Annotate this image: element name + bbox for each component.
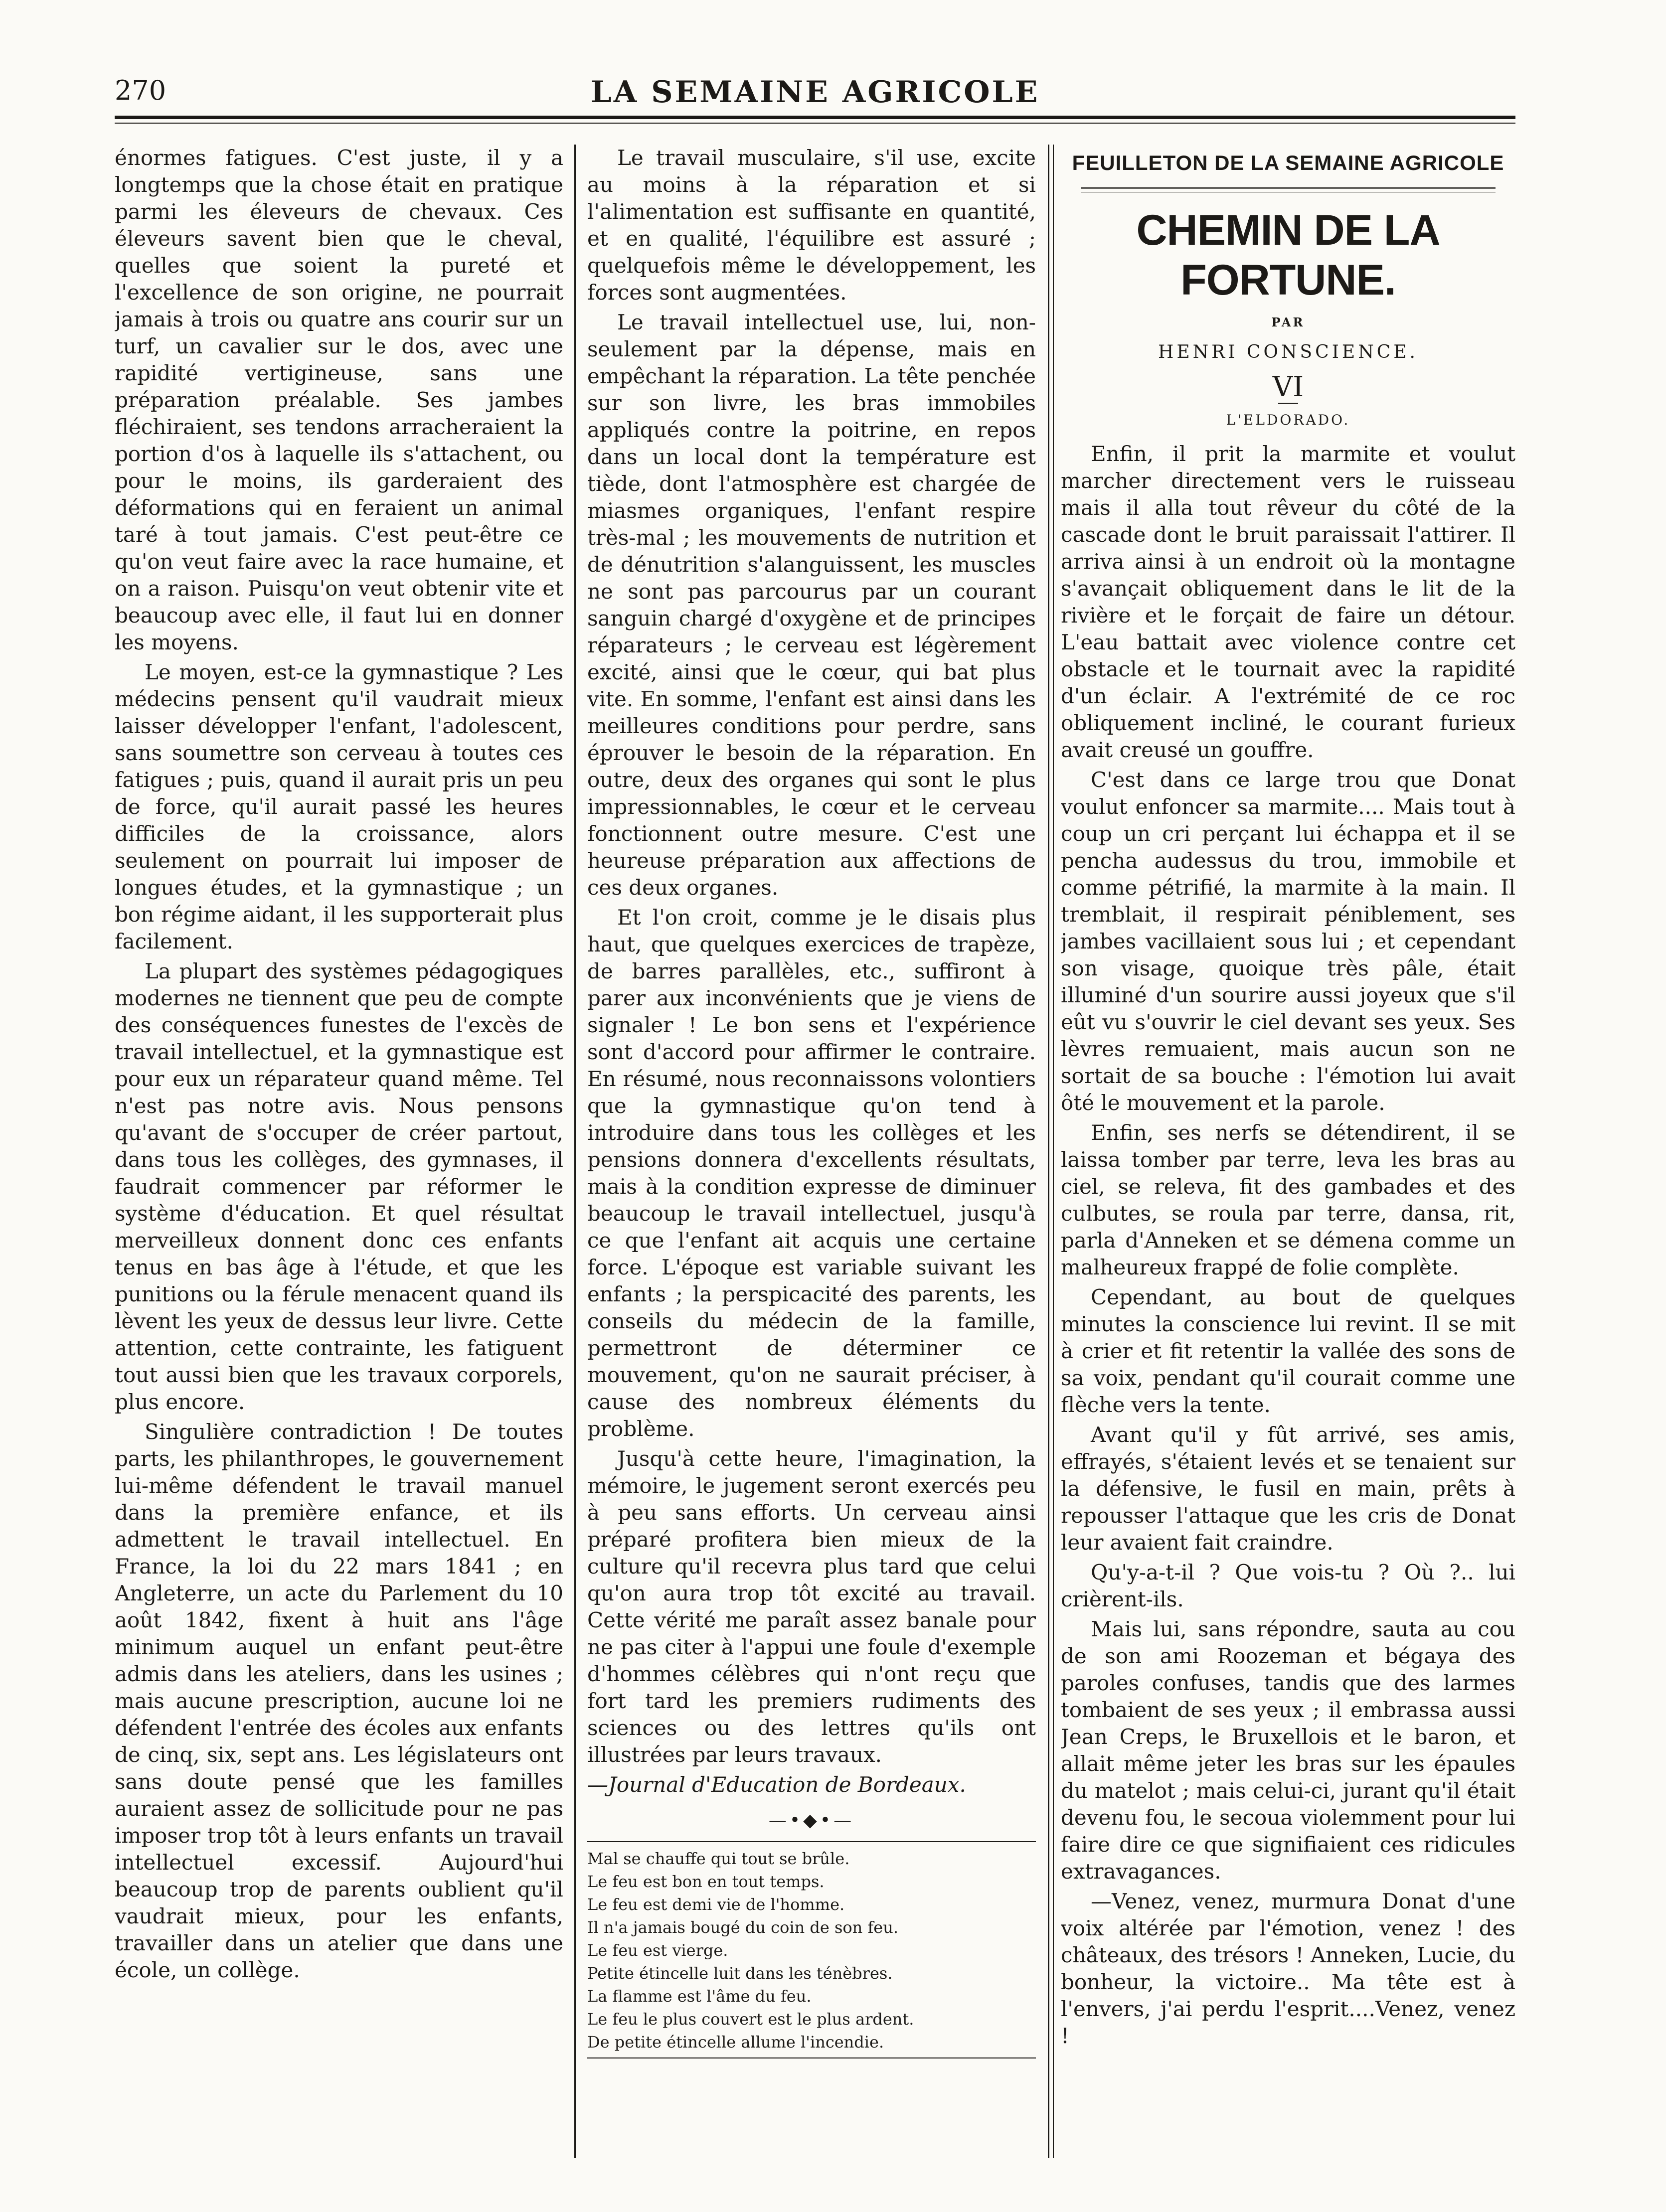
story-paragraph: Cependant, au bout de quelques minutes la conscience lui revint. Il se mit à crier et fit retentir la vallée des sons de sa voix, pendant qu'il courait comme une flèche vers la tente. bbox=[1061, 1285, 1515, 1417]
story-author: HENRI CONSCIENCE. bbox=[1158, 342, 1418, 362]
proverb-line: Mal se chauffe qui tout se brûle. bbox=[587, 1849, 850, 1868]
story-paragraph: Enfin, il prit la marmite et voulut marcher directement vers le ruisseau mais il alla tout rêveur du côté de la cascade dont le bruit paraissait l'attirer. Il arriva ainsi à un endroit où la montagne s'avançait obliquement dans le lit de la rivière et le forçait de faire un détour. L'eau battait avec violence contre cet obstacle et le tournait avec la rapidité d'un éclair. A l'extrémité de ce roc obliquement incliné, le courant furieux avait creusé un gouffre. bbox=[1061, 442, 1515, 762]
article-paragraph: Le moyen, est-ce la gymnastique ? Les médecins pensent qu'il vaudrait mieux laisser développer l'enfant, l'adolescent, sans soumettre son cerveau à toutes ces fatigues ; puis, quand il aurait pris un peu de force, qu'il aurait passé les heures difficiles de la croissance, alors seulement on pourrait lui imposer de longues études, et la gymnastique ; un bon régime aidant, il les supporterait plus facilement. bbox=[115, 660, 563, 953]
proverbs-box bbox=[587, 1841, 1036, 2058]
article-paragraph: Jusqu'à cette heure, l'imagination, la mémoire, le jugement seront exercés peu à peu sans efforts. Un cerveau ainsi préparé profitera bien mieux de la culture qu'il recevra plus tard que celui qu'on aura trop tôt excité au travail. Cette vérité me paraît assez banale pour ne pas citer à l'appui une foule d'exemple d'hommes célèbres qui n'ont reçu que fort tard les premiers rudiments des sciences ou des lettres qu'ils ont illustrées par leurs travaux. bbox=[587, 1446, 1036, 1767]
story-title: CHEMIN DE LA FORTUNE. bbox=[1136, 206, 1440, 304]
chapter-title: L'ELDORADO. bbox=[1226, 412, 1350, 428]
story-paragraph: Avant qu'il y fût arrivé, ses amis, effrayés, s'étaient levés et se tenaient sur la défensive, le fusil en main, prêts à repousser l'attaque que les cris de Donat leur avaient fait craindre. bbox=[1061, 1422, 1515, 1555]
chapter-number-text: VI bbox=[1272, 371, 1304, 403]
byline-par: PAR bbox=[1271, 315, 1305, 329]
story-paragraph: C'est dans ce large trou que Donat voulut enfoncer sa marmite.... Mais tout à coup un cri perçant lui échappa et il se pencha audessus du trou, immobile et comme pétrifié, la marmite à la main. Il tremblait, il respirait péniblement, ses jambes vacillaient sous lui ; et cependant son visage, quoique très pâle, était illuminé d'un sourire aussi joyeux que s'il eût vu s'ouvrir le ciel devant ses yeux. Ses lèvres remuaient, mais aucun son ne sortait de sa bouche : l'émotion lui avait ôté le mouvement et la parole. bbox=[1061, 768, 1515, 1115]
proverb-line: Le feu est vierge. bbox=[587, 1941, 728, 1960]
page-number: 270 bbox=[115, 75, 167, 106]
proverb-line: La flamme est l'âme du feu. bbox=[587, 1987, 812, 2006]
chapter-number bbox=[1061, 371, 1515, 404]
header-rule-thin bbox=[115, 123, 1515, 124]
proverb-line: Petite étincelle luit dans les ténèbres. bbox=[587, 1964, 893, 1983]
feuilleton-heading: FEUILLETON DE LA SEMAINE AGRICOLE bbox=[1072, 151, 1504, 174]
article-source: —Journal d'Education de Bordeaux. bbox=[587, 1772, 966, 1797]
article-paragraph: Le travail musculaire, s'il use, excite au moins à la réparation et si l'alimentation est suffisante en quantité, et en qualité, l'équilibre est assuré ; quelquefois même le développement, les forces sont augmentées. bbox=[587, 146, 1036, 305]
column-1 bbox=[115, 145, 563, 2158]
story-paragraph: Qu'y-a-t-il ? Que vois-tu ? Où ?.. lui crièrent-ils. bbox=[1061, 1560, 1515, 1611]
column-3-feuilleton bbox=[1061, 145, 1515, 2158]
proverb-line: Le feu le plus couvert est le plus ardent. bbox=[587, 2010, 914, 2029]
feuilleton-rule bbox=[1081, 187, 1496, 192]
article-paragraph: Le travail intellectuel use, lui, non-seulement par la dépense, mais en empêchant la réparation. La tête penchée sur son livre, les bras immobiles appliqués contre la poitrine, en repos dans un local dont la température est tiède, dont l'atmosphère est chargée de miasmes organiques, l'enfant respire très-mal ; les mouvements de nutrition et de dénutrition s'alanguissent, les muscles ne sont pas parcourus par un courant sanguin chargé d'oxygène et de principes réparateurs ; le cerveau est légèrement excité, ainsi que le cœur, qui bat plus vite. En somme, l'enfant est ainsi dans les meilleures conditions pour perdre, sans éprouver le besoin de la réparation. En outre, deux des organes qui sont le plus impressionnables, le cœur et le cerveau fonctionnent outre mesure. C'est une heureuse préparation aux affections de ces deux organes. bbox=[587, 310, 1036, 900]
page-header bbox=[115, 75, 1515, 115]
column-divider bbox=[574, 145, 576, 2158]
column-divider bbox=[1053, 145, 1054, 2158]
story-paragraph: —Venez, venez, murmura Donat d'une voix altérée par l'émotion, venez ! des châteaux, des trésors ! Anneken, Lucie, du bonheur, la victoire.. Ma tête est à l'envers, j'ai perdu l'esprit....Venez, venez ! bbox=[1061, 1889, 1515, 2048]
proverb-line: De petite étincelle allume l'incendie. bbox=[587, 2033, 884, 2052]
proverb-line: Le feu est bon en tout temps. bbox=[587, 1872, 825, 1891]
story-paragraph: Mais lui, sans répondre, sauta au cou de son ami Roozeman et bégaya des paroles confuses, tandis que des larmes tombaient de ses yeux ; il embrassa aussi Jean Creps, le Bruxellois et le baron, et allait même jeter les bras sur les épaules du matelot ; mais celui-ci, jurant qu'il était devenu fou, le secoua violemment pour lui faire dire ce que signifiaient ces ridicules extravagances. bbox=[1061, 1617, 1515, 1884]
ornament-divider: —•◆•— bbox=[768, 1810, 855, 1831]
column-2 bbox=[587, 145, 1036, 2158]
story-paragraph: Enfin, ses nerfs se détendirent, il se laissa tomber par terre, leva les bras au ciel, se releva, fit des gambades et des culbutes, se roula par terre, dansa, rit, parla d'Anneken et se démena comme un malheureux frappé de folie complète. bbox=[1061, 1120, 1515, 1279]
article-paragraph: La plupart des systèmes pédagogiques modernes ne tiennent que peu de compte des conséquences funestes de l'excès de travail intellectuel, et la gymnastique est pour eux un réparateur quand même. Tel n'est pas notre avis. Nous pensons qu'avant de s'occuper de créer partout, dans tous les collèges, des gymnases, il faudrait commencer par réformer le système d'éducation. Et quel résultat merveilleux donnent donc ces enfants tenus en bas âge à l'étude, et que les punitions ou la férule menacent quand ils lèvent les yeux de dessus leur livre. Cette attention, cette contrainte, les fatiguent tout aussi bien que les travaux corporels, plus encore. bbox=[115, 959, 563, 1414]
column-divider bbox=[1048, 145, 1049, 2158]
header-rule bbox=[115, 116, 1515, 119]
journal-title: LA SEMAINE AGRICOLE bbox=[590, 75, 1040, 110]
article-paragraph: Singulière contradiction ! De toutes parts, les philanthropes, le gouvernement lui-même défendent le travail manuel dans la première enfance, et ils admettent le travail intellectuel. En France, la loi du 22 mars 1841 ; en Angleterre, un acte du Parlement du 10 août 1842, fixent à huit ans l'âge minimum auquel un enfant peut-être admis dans les ateliers, dans les usines ; mais aucune prescription, aucune loi ne défendent l'entrée des écoles aux enfants de cinq, six, sept ans. Les législateurs ont sans doute pensé que les familles auraient assez de sollicitude pour ne pas imposer trop tôt à leurs enfants un travail intellectuel excessif. Aujourd'hui beaucoup trop de parents oublient qu'il vaudrait mieux, pour les enfants, travailler dans un atelier que dans une école, un collège. bbox=[115, 1420, 563, 1982]
article-paragraph: énormes fatigues. C'est juste, il y a longtemps que la chose était en pratique parmi les éleveurs de chevaux. Ces éleveurs savent bien que le cheval, quelles que soient la pureté et l'excellence de son origine, ne pourrait jamais à trois ou quatre ans courir sur un turf, un cavalier sur le dos, avec une rapidité vertigineuse, sans une préparation préalable. Ses jambes fléchiraient, ses tendons arracheraient la portion d'os à laquelle ils s'attachent, ou pour le moins, ils garderaient des déformations qui en feraient un animal taré à tout jamais. C'est peut-être ce qu'on veut faire avec la race humaine, et on a raison. Puisqu'on veut obtenir vite et beaucoup avec elle, il faut lui en donner les moyens. bbox=[115, 146, 563, 654]
article-paragraph: Et l'on croit, comme je le disais plus haut, que quelques exercices de trapèze, de barres parallèles, etc., suffiront à parer aux inconvénients que je viens de signaler ! Le bon sens et l'expérience sont d'accord pour affirmer le contraire. En résumé, nous reconnaissons volontiers que la gymnastique qu'on tend à introduire dans tous les collèges et les pensions donnera d'excellents résultats, mais à la condition expresse de diminuer beaucoup le travail intellectuel, jusqu'à ce que l'enfant ait acquis une certaine force. L'époque est variable suivant les enfants ; la perspicacité des parents, les conseils du médecin de la famille, permettront de déterminer ce mouvement, qu'on ne saurait préciser, à cause des nombreux éléments du problème. bbox=[587, 905, 1036, 1441]
proverb-line: Il n'a jamais bougé du coin de son feu. bbox=[587, 1918, 898, 1937]
proverb-line: Le feu est demi vie de l'homme. bbox=[587, 1895, 845, 1914]
